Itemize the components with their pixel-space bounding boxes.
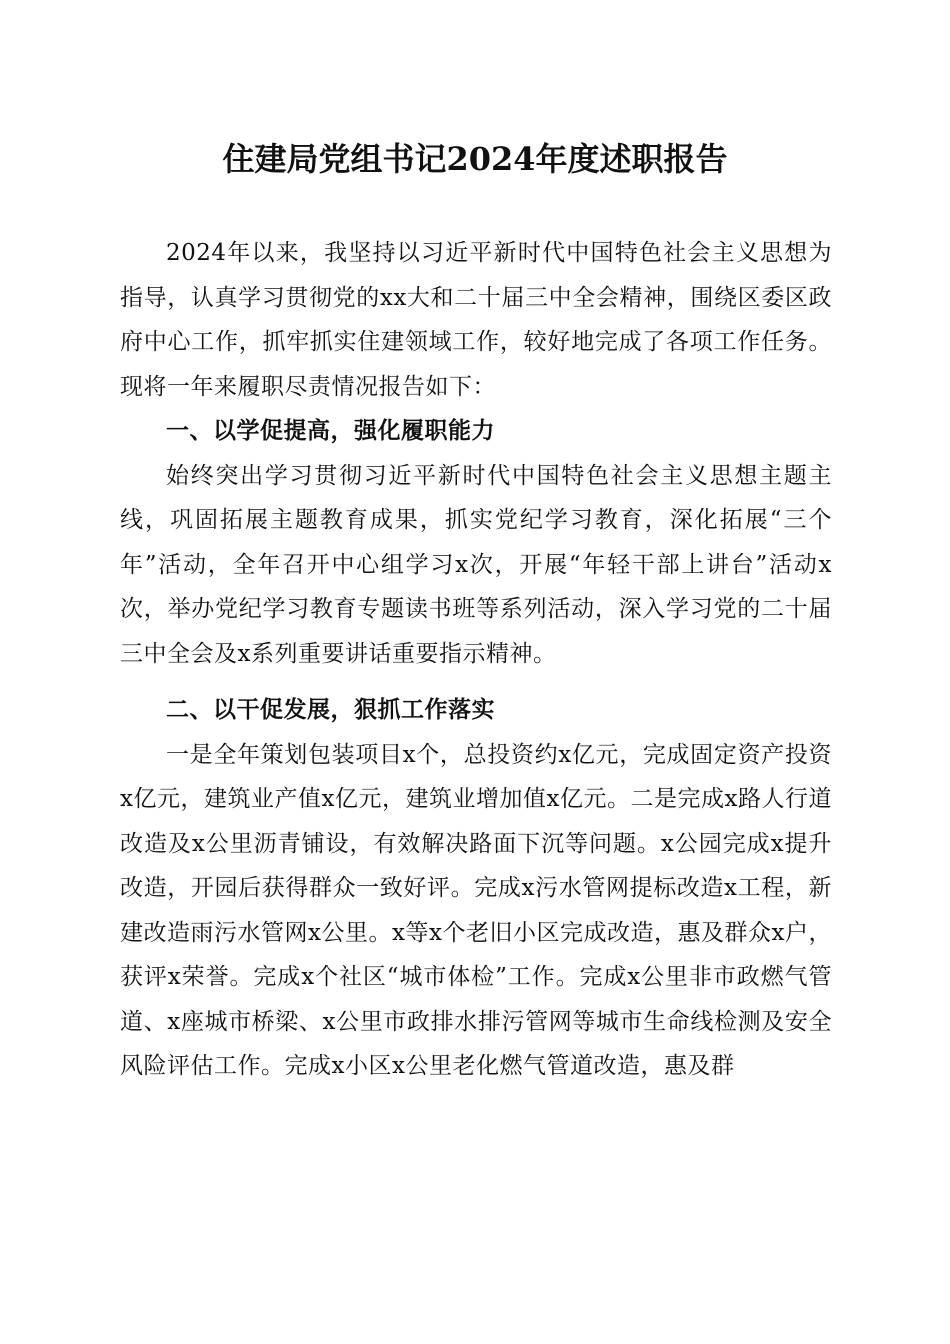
document-body xyxy=(120,231,832,1089)
section-2-paragraph: 一是全年策划包装项目x个，总投资约x亿元，完成固定资产投资x亿元，建筑业产值x亿元，建筑业增加值x亿元。二是完成x路人行道改造及x公里沥青铺设，有效解决路面下沉等问题。x公园完成x提升改造，开园后获得群众一致好评。完成x污水管网提标改造x工程，新建改造雨污水管网x公里。x等x个老旧小区完成改造，惠及群众x户，获评x荣誉。完成x个社区“城市体检”工作。完成x公里非市政燃气管道、x座城市桥梁、x公里市政排水排污管网等城市生命线检测及安全风险评估工作。完成x小区x公里老化燃气管道改造，惠及群 xyxy=(120,741,832,1079)
intro-paragraph: 2024年以来，我坚持以习近平新时代中国特色社会主义思想为指导，认真学习贯彻党的xx大和二十届三中全会精神，围绕区委区政府中心工作，抓牢抓实住建领域工作，较好地完成了各项工作任务。现将一年来履职尽责情况报告如下： xyxy=(120,240,832,400)
document-title: 住建局党组书记2024年度述职报告 xyxy=(222,140,728,178)
section-1-paragraph: 始终突出学习贯彻习近平新时代中国特色社会主义思想主题主线，巩固拓展主题教育成果，抓实党纪学习教育，深化拓展“三个年”活动，全年召开中心组学习x次，开展“年轻干部上讲台”活动x次，举办党纪学习教育专题读书班等系列活动，深入学习党的二十届三中全会及x系列重要讲话重要指示精神。 xyxy=(120,462,832,667)
section-1-heading: 一、以学促提高，强化履职能力 xyxy=(166,418,495,444)
section-2-heading: 二、以干促发展，狠抓工作落实 xyxy=(166,697,495,723)
